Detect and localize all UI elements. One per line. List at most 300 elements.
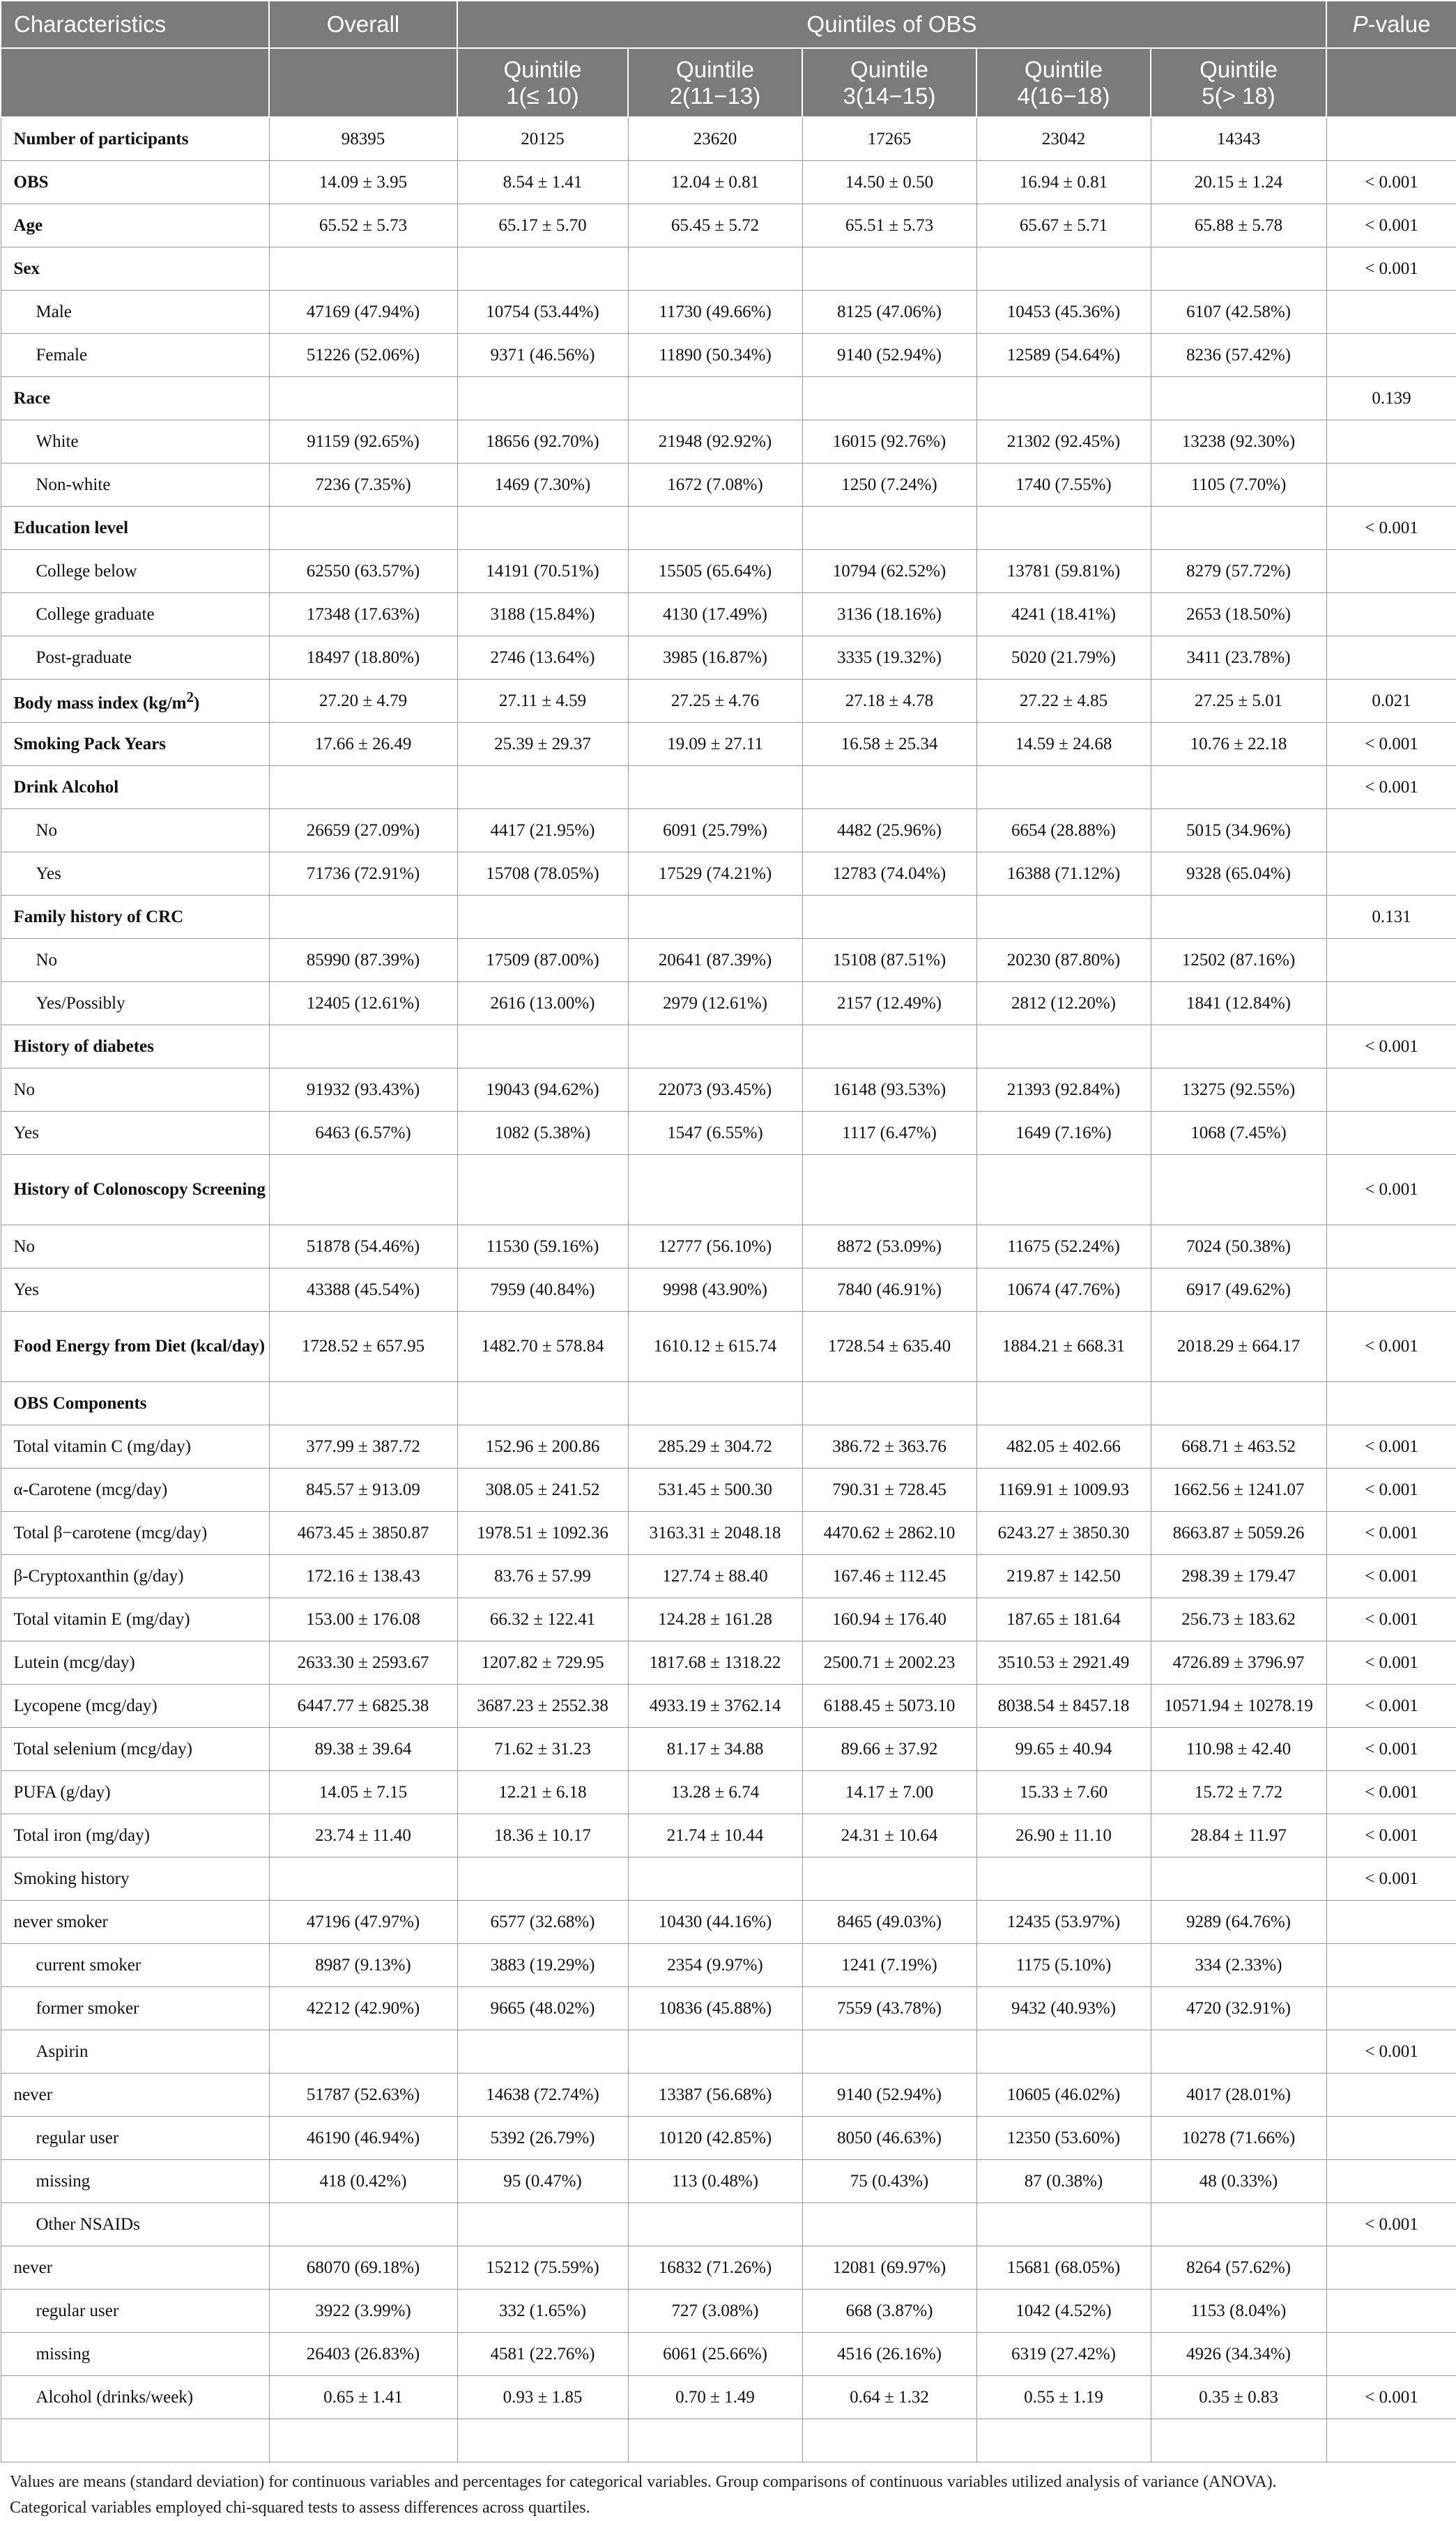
cell-q4: 6319 (27.42%) [976, 2333, 1151, 2376]
cell-q4 [976, 1857, 1151, 1901]
cell-q2: 6061 (25.66%) [628, 2333, 802, 2376]
row-label: β-Cryptoxanthin (g/day) [1, 1555, 269, 1598]
cell-q4: 2812 (12.20%) [976, 982, 1151, 1025]
cell-q3: 8872 (53.09%) [802, 1225, 976, 1269]
cell-overall: 845.57 ± 913.09 [269, 1469, 457, 1512]
cell-q1: 66.32 ± 122.41 [457, 1598, 628, 1641]
cell-q4: 4241 (18.41%) [976, 593, 1151, 636]
row-label: No [1, 809, 269, 852]
cell-overall [269, 2203, 457, 2246]
cell-q2: 127.74 ± 88.40 [628, 1555, 802, 1598]
header-q1-line2: 1(≤ 10) [506, 82, 579, 109]
cell-q4: 27.22 ± 4.85 [976, 680, 1151, 723]
cell-q3: 4470.62 ± 2862.10 [802, 1512, 976, 1555]
cell-q1 [457, 766, 628, 809]
cell-q5 [1151, 1857, 1326, 1901]
cell-q5: 8264 (57.62%) [1151, 2246, 1326, 2290]
table-body [1, 117, 1456, 2462]
cell-q1: 4581 (22.76%) [457, 2333, 628, 2376]
cell-q3: 1117 (6.47%) [802, 1112, 976, 1155]
cell-q3: 167.46 ± 112.45 [802, 1555, 976, 1598]
cell-q3 [802, 377, 976, 420]
table-row [1, 2419, 1456, 2462]
cell-q5: 110.98 ± 42.40 [1151, 1728, 1326, 1771]
cell-q4: 65.67 ± 5.71 [976, 204, 1151, 247]
cell-q2: 12777 (56.10%) [628, 1225, 802, 1269]
cell-p-value: < 0.001 [1326, 2030, 1456, 2074]
cell-p-value: < 0.001 [1326, 1312, 1456, 1382]
header-quintile-5 [1151, 48, 1326, 117]
cell-q3 [802, 1857, 976, 1901]
table-row [1, 2246, 1456, 2290]
cell-q1 [457, 2203, 628, 2246]
cell-q2: 4130 (17.49%) [628, 593, 802, 636]
cell-q2: 113 (0.48%) [628, 2160, 802, 2203]
cell-q1: 1482.70 ± 578.84 [457, 1312, 628, 1382]
header-overall: Overall [269, 1, 457, 48]
cell-overall: 4673.45 ± 3850.87 [269, 1512, 457, 1555]
cell-q3: 668 (3.87%) [802, 2290, 976, 2333]
table-row [1, 1814, 1456, 1857]
cell-overall: 85990 (87.39%) [269, 939, 457, 982]
table-row [1, 420, 1456, 463]
cell-p-value [1326, 1987, 1456, 2030]
cell-q2 [628, 1155, 802, 1225]
cell-q4: 12435 (53.97%) [976, 1901, 1151, 1944]
cell-p-value [1326, 2419, 1456, 2462]
cell-q1 [457, 1025, 628, 1068]
cell-q1: 20125 [457, 117, 628, 161]
cell-q3: 17265 [802, 117, 976, 161]
cell-q5: 4726.89 ± 3796.97 [1151, 1641, 1326, 1685]
cell-p-value [1326, 291, 1456, 334]
cell-p-value [1326, 420, 1456, 463]
cell-p-value [1326, 636, 1456, 680]
cell-q4: 21393 (92.84%) [976, 1068, 1151, 1112]
cell-q3: 65.51 ± 5.73 [802, 204, 976, 247]
cell-q1: 7959 (40.84%) [457, 1269, 628, 1312]
row-label: Total iron (mg/day) [1, 1814, 269, 1857]
cell-q3: 160.94 ± 176.40 [802, 1598, 976, 1641]
cell-p-value [1326, 1944, 1456, 1987]
cell-q3: 4516 (26.16%) [802, 2333, 976, 2376]
cell-q3: 14.17 ± 7.00 [802, 1771, 976, 1814]
row-label: missing [1, 2160, 269, 2203]
cell-q1: 1207.82 ± 729.95 [457, 1641, 628, 1685]
cell-q4 [976, 247, 1151, 291]
cell-q5: 14343 [1151, 117, 1326, 161]
cell-q2: 16832 (71.26%) [628, 2246, 802, 2290]
cell-q4: 1169.91 ± 1009.93 [976, 1469, 1151, 1512]
cell-overall: 7236 (7.35%) [269, 463, 457, 507]
cell-p-value: < 0.001 [1326, 1155, 1456, 1225]
cell-p-value [1326, 334, 1456, 377]
row-label: never [1, 2246, 269, 2290]
cell-q2: 2979 (12.61%) [628, 982, 802, 1025]
cell-q2: 10430 (44.16%) [628, 1901, 802, 1944]
cell-q4 [976, 2419, 1151, 2462]
cell-q2 [628, 766, 802, 809]
cell-q1 [457, 2419, 628, 2462]
cell-q4 [976, 2030, 1151, 2074]
cell-overall: 6463 (6.57%) [269, 1112, 457, 1155]
cell-p-value: 0.021 [1326, 680, 1456, 723]
header-quintile-1 [457, 48, 628, 117]
cell-p-value: < 0.001 [1326, 1728, 1456, 1771]
cell-q4: 1175 (5.10%) [976, 1944, 1151, 1987]
cell-q4: 15681 (68.05%) [976, 2246, 1151, 2290]
cell-q1: 4417 (21.95%) [457, 809, 628, 852]
table-row [1, 2203, 1456, 2246]
cell-p-value: < 0.001 [1326, 1771, 1456, 1814]
cell-q1: 95 (0.47%) [457, 2160, 628, 2203]
cell-q2: 124.28 ± 161.28 [628, 1598, 802, 1641]
cell-p-value: < 0.001 [1326, 204, 1456, 247]
table-row [1, 2030, 1456, 2074]
header-quintile-3 [802, 48, 976, 117]
row-label: Smoking Pack Years [1, 723, 269, 766]
cell-q1: 17509 (87.00%) [457, 939, 628, 982]
table-row [1, 1728, 1456, 1771]
cell-q2: 81.17 ± 34.88 [628, 1728, 802, 1771]
row-label: College below [1, 550, 269, 593]
row-label: never smoker [1, 1901, 269, 1944]
cell-q4: 8038.54 ± 8457.18 [976, 1685, 1151, 1728]
cell-overall [269, 766, 457, 809]
cell-q5: 0.35 ± 0.83 [1151, 2376, 1326, 2419]
cell-q1: 10754 (53.44%) [457, 291, 628, 334]
cell-q1: 3687.23 ± 2552.38 [457, 1685, 628, 1728]
cell-overall: 377.99 ± 387.72 [269, 1425, 457, 1469]
cell-q3: 16.58 ± 25.34 [802, 723, 976, 766]
cell-q1: 18.36 ± 10.17 [457, 1814, 628, 1857]
cell-p-value: 0.131 [1326, 896, 1456, 939]
cell-p-value [1326, 1382, 1456, 1425]
cell-overall: 18497 (18.80%) [269, 636, 457, 680]
cell-q5 [1151, 377, 1326, 420]
header-quintile-2 [628, 48, 802, 117]
cell-q4: 187.65 ± 181.64 [976, 1598, 1151, 1641]
row-label: Smoking history [1, 1857, 269, 1901]
cell-q2 [628, 1857, 802, 1901]
cell-q1: 9371 (46.56%) [457, 334, 628, 377]
cell-p-value: < 0.001 [1326, 1598, 1456, 1641]
cell-p-value [1326, 550, 1456, 593]
bmi-label: Body mass index (kg/m [13, 694, 187, 713]
table-row [1, 1025, 1456, 1068]
row-label: OBS [1, 161, 269, 204]
row-label: Total vitamin C (mg/day) [1, 1425, 269, 1469]
cell-q2: 11890 (50.34%) [628, 334, 802, 377]
cell-q3 [802, 2030, 976, 2074]
cell-q5: 6917 (49.62%) [1151, 1269, 1326, 1312]
header-blank-2 [269, 48, 457, 117]
cell-overall: 68070 (69.18%) [269, 2246, 457, 2290]
header-p-italic: P [1352, 11, 1368, 37]
cell-q1 [457, 1382, 628, 1425]
cell-q2: 13.28 ± 6.74 [628, 1771, 802, 1814]
cell-q3: 75 (0.43%) [802, 2160, 976, 2203]
cell-overall: 153.00 ± 176.08 [269, 1598, 457, 1641]
row-label: White [1, 420, 269, 463]
cell-p-value: < 0.001 [1326, 1857, 1456, 1901]
cell-q5: 5015 (34.96%) [1151, 809, 1326, 852]
header-q5-line2: 5(> 18) [1202, 82, 1275, 109]
table-row [1, 204, 1456, 247]
cell-q1 [457, 1155, 628, 1225]
header-p-rest: -value [1367, 11, 1431, 37]
cell-q3 [802, 1382, 976, 1425]
cell-q3 [802, 247, 976, 291]
cell-q1: 14638 (72.74%) [457, 2074, 628, 2117]
cell-q5: 10278 (71.66%) [1151, 2117, 1326, 2160]
cell-q1: 5392 (26.79%) [457, 2117, 628, 2160]
table-row [1, 1598, 1456, 1641]
cell-q5: 2018.29 ± 664.17 [1151, 1312, 1326, 1382]
cell-q2: 11730 (49.66%) [628, 291, 802, 334]
cell-q1: 15708 (78.05%) [457, 852, 628, 896]
cell-q3: 7559 (43.78%) [802, 1987, 976, 2030]
cell-q2 [628, 377, 802, 420]
cell-p-value [1326, 939, 1456, 982]
cell-q4: 11675 (52.24%) [976, 1225, 1151, 1269]
cell-overall: 65.52 ± 5.73 [269, 204, 457, 247]
cell-overall: 23.74 ± 11.40 [269, 1814, 457, 1857]
row-label: Total β−carotene (mcg/day) [1, 1512, 269, 1555]
cell-overall: 1728.52 ± 657.95 [269, 1312, 457, 1382]
cell-p-value: < 0.001 [1326, 1469, 1456, 1512]
cell-q5: 12502 (87.16%) [1151, 939, 1326, 982]
table-row [1, 463, 1456, 507]
cell-q5: 7024 (50.38%) [1151, 1225, 1326, 1269]
cell-p-value [1326, 117, 1456, 161]
cell-q5: 27.25 ± 5.01 [1151, 680, 1326, 723]
cell-q2: 3985 (16.87%) [628, 636, 802, 680]
cell-q3: 24.31 ± 10.64 [802, 1814, 976, 1857]
cell-p-value: < 0.001 [1326, 723, 1456, 766]
cell-q3: 4482 (25.96%) [802, 809, 976, 852]
cell-q5: 13275 (92.55%) [1151, 1068, 1326, 1112]
cell-q3: 8050 (46.63%) [802, 2117, 976, 2160]
header-characteristics: Characteristics [1, 1, 269, 48]
header-q2-line1: Quintile [676, 56, 754, 82]
cell-q5: 256.73 ± 183.62 [1151, 1598, 1326, 1641]
cell-overall: 62550 (63.57%) [269, 550, 457, 593]
cell-q5: 9328 (65.04%) [1151, 852, 1326, 896]
cell-p-value: < 0.001 [1326, 2376, 1456, 2419]
cell-q2: 1672 (7.08%) [628, 463, 802, 507]
table-row [1, 1112, 1456, 1155]
cell-q5: 6107 (42.58%) [1151, 291, 1326, 334]
table-row [1, 1269, 1456, 1312]
cell-q2: 27.25 ± 4.76 [628, 680, 802, 723]
cell-p-value [1326, 982, 1456, 1025]
cell-q3: 2157 (12.49%) [802, 982, 976, 1025]
cell-q4: 482.05 ± 402.66 [976, 1425, 1151, 1469]
cell-q3: 12783 (74.04%) [802, 852, 976, 896]
cell-q3: 14.50 ± 0.50 [802, 161, 976, 204]
cell-p-value [1326, 1112, 1456, 1155]
cell-p-value: < 0.001 [1326, 1025, 1456, 1068]
header-q1-line1: Quintile [503, 56, 582, 82]
cell-q3 [802, 766, 976, 809]
row-label: Other NSAIDs [1, 2203, 269, 2246]
cell-overall [269, 1025, 457, 1068]
cell-overall [269, 2030, 457, 2074]
table-row [1, 377, 1456, 420]
cell-overall: 42212 (42.90%) [269, 1987, 457, 2030]
row-label: PUFA (g/day) [1, 1771, 269, 1814]
cell-q5: 4720 (32.91%) [1151, 1987, 1326, 2030]
cell-q1: 8.54 ± 1.41 [457, 161, 628, 204]
cell-q1: 71.62 ± 31.23 [457, 1728, 628, 1771]
cell-q3: 0.64 ± 1.32 [802, 2376, 976, 2419]
cell-q4: 6654 (28.88%) [976, 809, 1151, 852]
cell-p-value: < 0.001 [1326, 1814, 1456, 1857]
cell-q3: 16015 (92.76%) [802, 420, 976, 463]
cell-q2: 13387 (56.68%) [628, 2074, 802, 2117]
cell-q1: 25.39 ± 29.37 [457, 723, 628, 766]
cell-overall: 51878 (54.46%) [269, 1225, 457, 1269]
row-label: Drink Alcohol [1, 766, 269, 809]
row-label: Post-graduate [1, 636, 269, 680]
cell-q2 [628, 896, 802, 939]
cell-q2: 3163.31 ± 2048.18 [628, 1512, 802, 1555]
cell-q4 [976, 377, 1151, 420]
cell-q2: 21948 (92.92%) [628, 420, 802, 463]
cell-q4: 6243.27 ± 3850.30 [976, 1512, 1151, 1555]
cell-q3: 1250 (7.24%) [802, 463, 976, 507]
cell-p-value [1326, 2160, 1456, 2203]
table-footnote [0, 2462, 1456, 2521]
cell-q2: 23620 [628, 117, 802, 161]
table-row [1, 117, 1456, 161]
cell-q4: 10674 (47.76%) [976, 1269, 1151, 1312]
cell-q3: 1241 (7.19%) [802, 1944, 976, 1987]
cell-q5: 65.88 ± 5.78 [1151, 204, 1326, 247]
cell-q3 [802, 507, 976, 550]
cell-overall: 17.66 ± 26.49 [269, 723, 457, 766]
row-label: History of diabetes [1, 1025, 269, 1068]
cell-p-value [1326, 2074, 1456, 2117]
cell-q4: 3510.53 ± 2921.49 [976, 1641, 1151, 1685]
row-label [1, 1155, 269, 1225]
cell-q1 [457, 507, 628, 550]
cell-q2: 727 (3.08%) [628, 2290, 802, 2333]
cell-q3: 1728.54 ± 635.40 [802, 1312, 976, 1382]
cell-q1 [457, 2030, 628, 2074]
cell-q2: 9998 (43.90%) [628, 1269, 802, 1312]
table-row [1, 1641, 1456, 1685]
row-label-text: History of Colonoscopy Screening [13, 1179, 266, 1199]
table-row [1, 291, 1456, 334]
cell-p-value [1326, 2117, 1456, 2160]
cell-q2 [628, 2419, 802, 2462]
cell-q2: 1610.12 ± 615.74 [628, 1312, 802, 1382]
cell-q5: 3411 (23.78%) [1151, 636, 1326, 680]
cell-p-value [1326, 593, 1456, 636]
table-row [1, 1382, 1456, 1425]
cell-overall: 51787 (52.63%) [269, 2074, 457, 2117]
cell-q5 [1151, 2030, 1326, 2074]
table-row [1, 809, 1456, 852]
table-row [1, 2376, 1456, 2419]
cell-p-value: < 0.001 [1326, 1685, 1456, 1728]
cell-overall: 2633.30 ± 2593.67 [269, 1641, 457, 1685]
cell-p-value [1326, 1901, 1456, 1944]
cell-overall [269, 377, 457, 420]
cell-overall: 8987 (9.13%) [269, 1944, 457, 1987]
table-row [1, 1944, 1456, 1987]
cell-q4: 16.94 ± 0.81 [976, 161, 1151, 204]
cell-q1: 332 (1.65%) [457, 2290, 628, 2333]
cell-q2 [628, 247, 802, 291]
footnote-line-2: Categorical variables employed chi-squared tests to assess differences across quartiles. [10, 2499, 590, 2518]
table-row [1, 2333, 1456, 2376]
cell-overall: 91159 (92.65%) [269, 420, 457, 463]
cell-q4: 13781 (59.81%) [976, 550, 1151, 593]
cell-overall: 27.20 ± 4.79 [269, 680, 457, 723]
cell-q5: 4926 (34.34%) [1151, 2333, 1326, 2376]
cell-q1: 308.05 ± 241.52 [457, 1469, 628, 1512]
cell-q5 [1151, 2419, 1326, 2462]
cell-overall: 172.16 ± 138.43 [269, 1555, 457, 1598]
cell-overall [269, 507, 457, 550]
cell-q1: 11530 (59.16%) [457, 1225, 628, 1269]
cell-q2 [628, 2203, 802, 2246]
cell-p-value: < 0.001 [1326, 2203, 1456, 2246]
cell-q5: 334 (2.33%) [1151, 1944, 1326, 1987]
cell-q1: 1082 (5.38%) [457, 1112, 628, 1155]
row-label: regular user [1, 2290, 269, 2333]
cell-overall: 12405 (12.61%) [269, 982, 457, 1025]
cell-q2: 4933.19 ± 3762.14 [628, 1685, 802, 1728]
cell-q5 [1151, 1155, 1326, 1225]
cell-q3: 10794 (62.52%) [802, 550, 976, 593]
cell-q1: 12.21 ± 6.18 [457, 1771, 628, 1814]
cell-q3: 16148 (93.53%) [802, 1068, 976, 1112]
table-row [1, 1857, 1456, 1901]
cell-p-value: < 0.001 [1326, 766, 1456, 809]
cell-q2: 1817.68 ± 1318.22 [628, 1641, 802, 1685]
cell-q3: 8125 (47.06%) [802, 291, 976, 334]
cell-overall [269, 2419, 457, 2462]
table-row [1, 507, 1456, 550]
cell-q1 [457, 896, 628, 939]
row-label: Sex [1, 247, 269, 291]
row-label: Yes [1, 1112, 269, 1155]
cell-overall: 51226 (52.06%) [269, 334, 457, 377]
row-label: Male [1, 291, 269, 334]
cell-p-value [1326, 809, 1456, 852]
cell-overall: 14.05 ± 7.15 [269, 1771, 457, 1814]
cell-q4: 5020 (21.79%) [976, 636, 1151, 680]
cell-q4: 0.55 ± 1.19 [976, 2376, 1151, 2419]
cell-q1: 9665 (48.02%) [457, 1987, 628, 2030]
cell-overall: 91932 (93.43%) [269, 1068, 457, 1112]
cell-q5: 48 (0.33%) [1151, 2160, 1326, 2203]
cell-q4: 21302 (92.45%) [976, 420, 1151, 463]
cell-q5 [1151, 247, 1326, 291]
table-row [1, 723, 1456, 766]
cell-q1: 2746 (13.64%) [457, 636, 628, 680]
cell-q5: 20.15 ± 1.24 [1151, 161, 1326, 204]
footnote-line-1: Values are means (standard deviation) for continuous variables and percentages for categorical variables. Group comparisons of continuous variables utilized analysis of variance (ANOVA). [10, 2473, 1277, 2491]
table-row [1, 2290, 1456, 2333]
cell-q3 [802, 1025, 976, 1068]
cell-q3: 9140 (52.94%) [802, 2074, 976, 2117]
cell-q3: 7840 (46.91%) [802, 1269, 976, 1312]
